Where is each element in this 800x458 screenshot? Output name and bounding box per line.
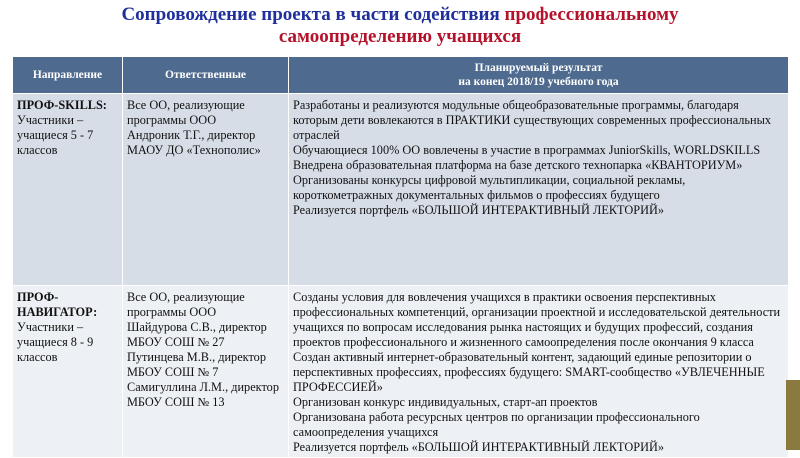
title-part-1: Сопровождение проекта в части содействия: [121, 4, 505, 25]
cell-direction: [13, 94, 123, 286]
result-line: Внедрена образовательная платформа на базе детского технопарка «КВАНТОРИУМ»: [293, 158, 743, 172]
plan-table: [12, 56, 789, 458]
responsible-line: МБОУ СОШ № 13: [127, 395, 225, 409]
result-line: Созданы условия для вовлечения учащихся в практики освоения перспективных профессиональных компетенций, организации проектной и исследовательской деятельности учащихся по вопросам исследования рынка настоящих и будущих профессий, создания проектов профессионального и жизненного самоопределения после окончания 9 класса: [293, 290, 781, 349]
result-line: Организован конкурс индивидуальных, старт-ап проектов: [293, 395, 598, 409]
direction-title: ПРОФ-SKILLS:: [17, 98, 107, 112]
cell-result: [289, 94, 789, 286]
title-line-2: самоопределению учащихся: [278, 26, 522, 47]
header-result-line-1: Планируемый результат: [474, 62, 603, 74]
result-line: Создан активный интернет-образовательный контент, задающий единые репозитории о перспективных профессиях, профессиях будущего: SMART-сообщество «УВЛЕЧЕННЫЕ ПРОФЕССИЕЙ»: [293, 350, 765, 394]
responsible-line: Самигуллина Л.М., директор: [127, 380, 279, 394]
cell-responsible: [123, 286, 289, 458]
table-row: [13, 94, 789, 286]
result-line: Разработаны и реализуются модульные общеобразовательные программы, благодаря которым дети вовлекаются в ПРАКТИКИ существующих современных профессиональных отраслей: [293, 98, 771, 142]
header-direction: Направление: [13, 57, 123, 94]
responsible-line: Все ОО, реализующие программы ООО: [127, 98, 245, 127]
table-header-row: [13, 57, 789, 94]
direction-title: ПРОФ-НАВИГАТОР:: [17, 290, 98, 319]
direction-text: Участники – учащиеся 5 - 7 классов: [17, 113, 94, 157]
cell-result: [289, 286, 789, 458]
responsible-line: Все ОО, реализующие программы ООО: [127, 290, 245, 319]
corner-accent-bar: [786, 380, 800, 450]
header-result: [289, 57, 789, 94]
header-result-line-2: на конец 2018/19 учебного года: [458, 76, 619, 88]
result-line: Организованы конкурсы цифровой мультипликации, социальной рекламы, короткометражных документальных фильмов о профессиях будущего: [293, 173, 686, 202]
header-responsible: Ответственные: [123, 57, 289, 94]
direction-text: Участники – учащиеся 8 - 9 классов: [17, 320, 94, 364]
slide-title: [0, 4, 800, 48]
result-line: Организована работа ресурсных центров по организации профессионального самоопределения учащихся: [293, 410, 700, 439]
title-part-2: профессиональному: [504, 4, 679, 25]
result-line: Реализуется портфель «БОЛЬШОЙ ИНТЕРАКТИВНЫЙ ЛЕКТОРИЙ»: [293, 440, 665, 454]
responsible-line: Путинцева М.В., директор МБОУ СОШ № 7: [127, 350, 266, 379]
result-line: Обучающиеся 100% ОО вовлечены в участие в программах JuniorSkills, WORLDSKILLS: [293, 143, 761, 157]
cell-responsible: [123, 94, 289, 286]
responsible-line: Андроник Т.Г., директор МАОУ ДО «Технополис»: [127, 128, 261, 157]
table-row: [13, 286, 789, 458]
result-line: Реализуется портфель «БОЛЬШОЙ ИНТЕРАКТИВНЫЙ ЛЕКТОРИЙ»: [293, 203, 665, 217]
cell-direction: [13, 286, 123, 458]
responsible-line: Шайдурова С.В., директор МБОУ СОШ № 27: [127, 320, 267, 349]
